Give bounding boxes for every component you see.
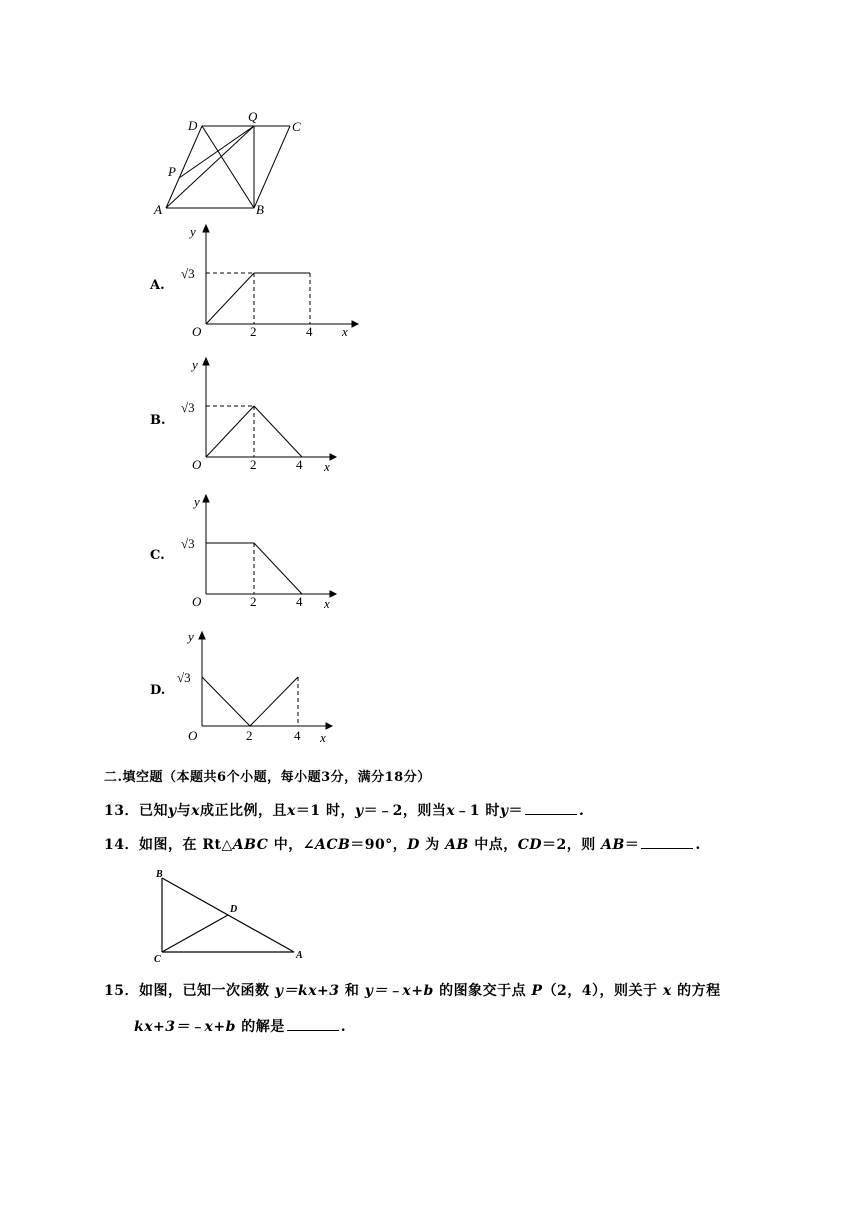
option-d-letter[interactable]: D.: [150, 683, 166, 698]
q15-number: 15．: [104, 983, 139, 999]
x-tick-2: 2: [246, 728, 253, 743]
x-tick-4: 4: [296, 457, 303, 472]
label-B: B: [256, 202, 264, 217]
x-axis-label: x: [324, 459, 330, 474]
option-b-letter[interactable]: B.: [150, 413, 166, 428]
label-D: D: [230, 904, 238, 915]
label-C: C: [154, 954, 161, 965]
label-D: D: [188, 118, 198, 133]
parallelogram-figure: [150, 110, 320, 220]
origin-label: O: [192, 457, 202, 472]
y-tick-sqrt3: √3: [181, 536, 195, 551]
y-axis-label: y: [190, 224, 196, 239]
question-15-line2: kx+3＝﹣x+b 的解是 .: [134, 1019, 347, 1035]
question-15: 15．如图，已知一次函数 y＝kx+3 和 y＝﹣x+b 的图象交于点 P（2，4），则关于 x 的方程: [104, 983, 721, 999]
q13-number: 13．: [104, 803, 139, 819]
label-A: A: [154, 202, 162, 217]
x-axis-label: x: [320, 730, 326, 745]
answer-blank-13[interactable]: [525, 802, 577, 815]
answer-blank-14[interactable]: [641, 836, 693, 849]
x-axis-label: x: [324, 596, 330, 611]
question-13: 13．已知y与x成正比例，且x＝1 时，y＝﹣2，则当x﹣1 时y＝ .: [104, 803, 585, 819]
label-Q: Q: [248, 110, 258, 124]
x-tick-4: 4: [294, 728, 301, 743]
y-tick-sqrt3: √3: [181, 266, 195, 281]
q14-number: 14．: [104, 837, 139, 853]
x-tick-2: 2: [250, 594, 257, 609]
x-tick-2: 2: [250, 457, 257, 472]
option-c-letter[interactable]: C.: [150, 548, 165, 563]
option-b-graph[interactable]: [170, 355, 370, 475]
label-A: A: [296, 950, 303, 961]
question-14: 14．如图，在 Rt△ABC 中，∠ACB＝90°，D 为 AB 中点，CD＝2，则 AB＝ .: [104, 837, 701, 853]
y-axis-label: y: [188, 629, 194, 644]
answer-blank-15[interactable]: [287, 1018, 339, 1031]
x-tick-4: 4: [306, 324, 313, 339]
x-axis-label: x: [342, 324, 348, 339]
y-tick-sqrt3: √3: [177, 670, 191, 685]
option-d-graph[interactable]: [170, 625, 370, 747]
section-heading: 二.填空题（本题共6个小题，每小题3分，满分18分）: [104, 770, 431, 785]
option-c-graph[interactable]: [170, 490, 370, 612]
origin-label: O: [188, 728, 198, 743]
origin-label: O: [192, 324, 202, 339]
y-axis-label: y: [194, 494, 200, 509]
y-tick-sqrt3: √3: [181, 400, 195, 415]
x-tick-2: 2: [250, 324, 257, 339]
x-tick-4: 4: [296, 594, 303, 609]
label-B: B: [156, 869, 163, 880]
option-a-letter[interactable]: A.: [150, 278, 165, 293]
triangle-figure: [150, 866, 310, 966]
label-P: P: [168, 164, 176, 179]
y-axis-label: y: [192, 357, 198, 372]
origin-label: O: [192, 594, 202, 609]
label-C: C: [292, 119, 301, 134]
option-a-graph[interactable]: [170, 222, 370, 342]
